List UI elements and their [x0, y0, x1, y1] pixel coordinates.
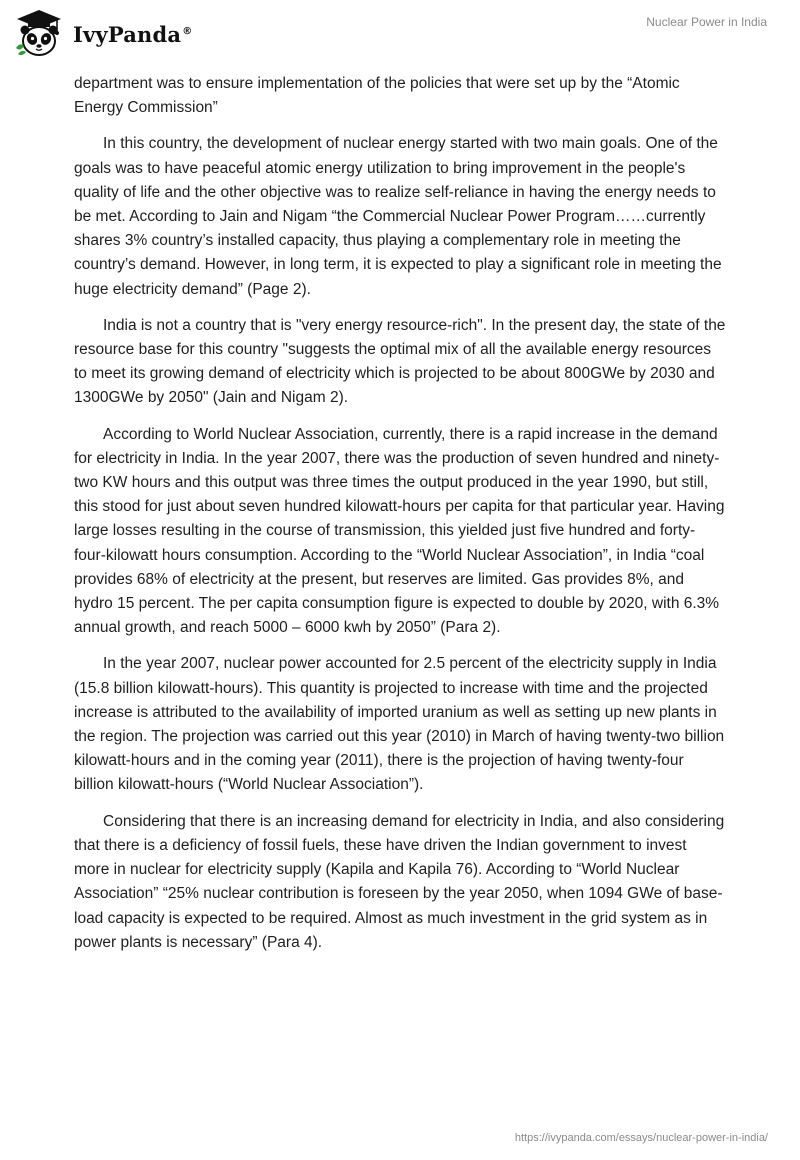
page-header	[0, 0, 800, 70]
paragraph: India is not a country that is "very energy resource-rich". In the present day, the state of the resource base for this country "suggests the optimal mix of all the available energy resources to meet its growing demand of electricity which is projected to be about 800GWe by 2030 and 1300GWe by 2050" (Jain and Nigam 2).	[74, 316, 726, 407]
paragraph: In this country, the development of nuclear energy started with two main goals. One of the goals was to have peaceful atomic energy utilization to bring improvement in the people's quality of life and the other objective was to realize self-reliance in having the energy needs to be met. According to Jain and Nigam “the Commercial Nuclear Power Program……currently shares 3% country’s installed capacity, thus playing a complementary role in meeting the country’s demand. However, in long term, it is expected to play a significant role in meeting the huge electricity demand” (Page 2).	[74, 135, 722, 298]
paragraph: department was to ensure implementation of the policies that were set up by the “Atomic Energy Commission”	[74, 75, 680, 117]
brand-name: IvyPanda®	[73, 21, 193, 47]
brand-logo[interactable]	[14, 8, 192, 58]
document-title: Nuclear Power in India	[646, 15, 767, 29]
source-url[interactable]: https://ivypanda.com/essays/nuclear-power-in-india/	[514, 1132, 768, 1144]
paragraph: According to World Nuclear Association, currently, there is a rapid increase in the demand for electricity in India. In the year 2007, there was the production of seven hundred and ninety-two KW hours and this output was three times the output produced in the year 1990, but still, this stood for just about seven hundred kilowatt-hours per capita for that particular year. Having large losses resulting in the course of transmission, this yielded just five hundred and forty-four-kilowatt hours consumption. According to the “World Nuclear Association”, in India “coal provides 68% of electricity at the present, but reserves are limited. Gas provides 8%, and hydro 15 percent. The per capita consumption figure is expected to double by 2020, with 6.3% annual growth, and reach 5000 – 6000 kwh by 2050” (Para 2).	[74, 425, 725, 637]
paragraph: In the year 2007, nuclear power accounted for 2.5 percent of the electricity supply in India (15.8 billion kilowatt-hours). This quantity is projected to increase with time and the projected increase is attributed to the availability of imported uranium as well as setting up new plants in the region. The projection was carried out this year (2010) in March of having twenty-two billion kilowatt-hours and in the coming year (2011), there is the projection of having twenty-four billion kilowatt-hours (“World Nuclear Association”).	[74, 655, 725, 794]
paragraph: Considering that there is an increasing demand for electricity in India, and also considering that there is a deficiency of fossil fuels, these have driven the Indian government to invest more in nuclear for electricity supply (Kapila and Kapila 76). According to “World Nuclear Association” “25% nuclear contribution is foreseen by the year 2050, when 1094 GWe of base-load capacity is expected to be required. Almost as much investment in the grid system as in power plants is necessary” (Para 4).	[74, 812, 725, 951]
essay-body	[74, 72, 726, 967]
panda-graduate-logo-icon	[14, 8, 64, 58]
